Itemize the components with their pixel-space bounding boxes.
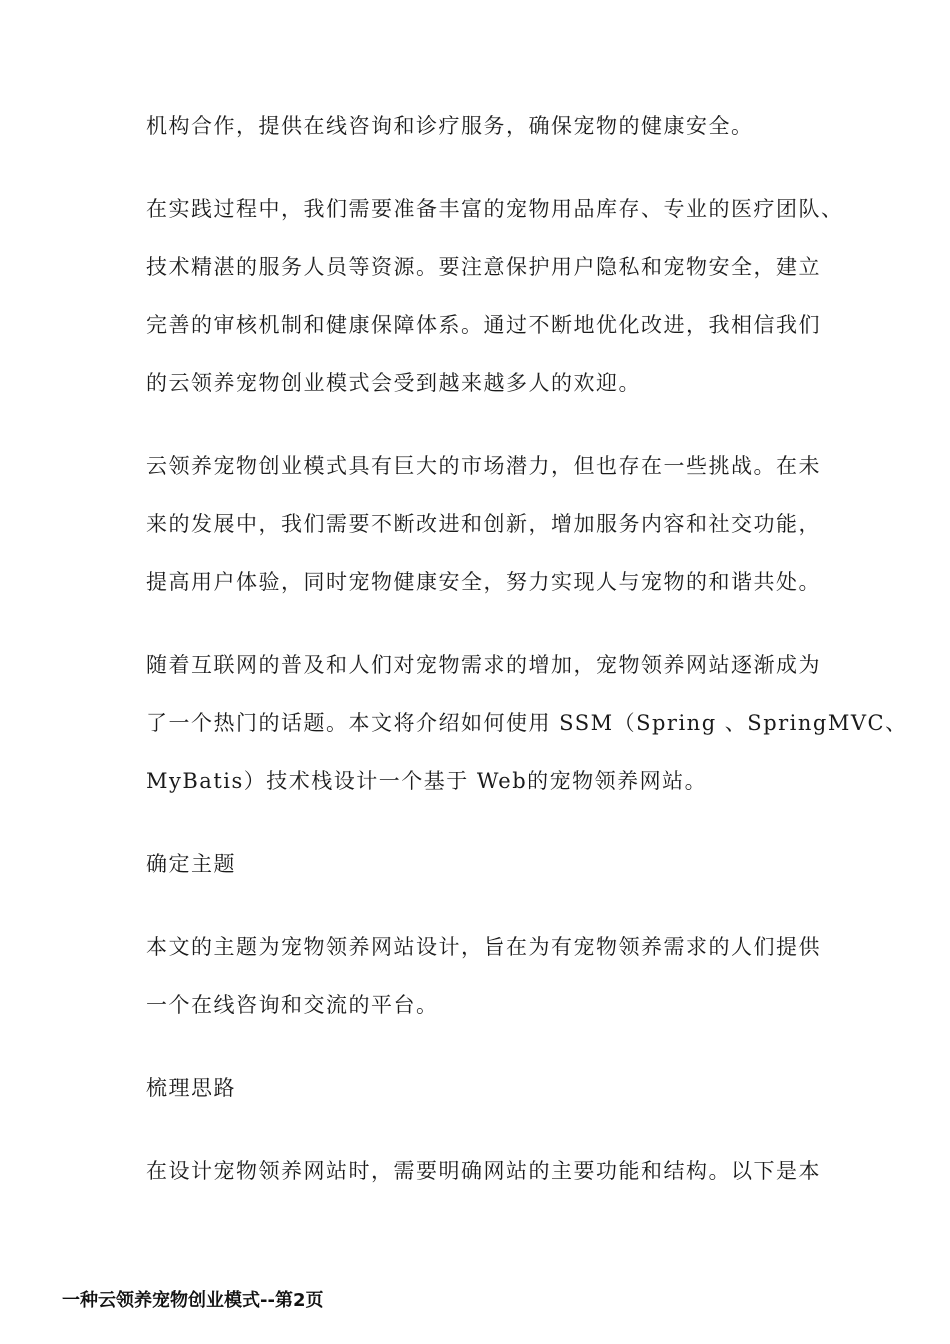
body-text-line: 本文的主题为宠物领养网站设计，旨在为有宠物领养需求的人们提供 xyxy=(146,935,821,959)
body-text-line: MyBatis）技术栈设计一个基于 Web的宠物领养网站。 xyxy=(146,769,708,793)
body-text-line: 技术精湛的服务人员等资源。要注意保护用户隐私和宠物安全，建立 xyxy=(146,255,821,279)
body-text-line: 云领养宠物创业模式具有巨大的市场潜力，但也存在一些挑战。在未 xyxy=(146,454,821,478)
section-heading: 梳理思路 xyxy=(146,1076,236,1100)
page-footer: 一种云领养宠物创业模式--第2页 xyxy=(62,1290,324,1311)
body-text-line: 随着互联网的普及和人们对宠物需求的增加，宠物领养网站逐渐成为 xyxy=(146,653,821,677)
body-text-line: 完善的审核机制和健康保障体系。通过不断地优化改进，我相信我们 xyxy=(146,313,821,337)
body-text-line: 来的发展中，我们需要不断改进和创新，增加服务内容和社交功能， xyxy=(146,512,821,536)
section-heading: 确定主题 xyxy=(146,852,236,876)
body-text-line: 提高用户体验，同时宠物健康安全，努力实现人与宠物的和谐共处。 xyxy=(146,570,821,594)
body-text-line: 在设计宠物领养网站时，需要明确网站的主要功能和结构。以下是本 xyxy=(146,1159,821,1183)
body-text-line: 在实践过程中，我们需要准备丰富的宠物用品库存、专业的医疗团队、 xyxy=(146,197,844,221)
body-text-line: 的云领养宠物创业模式会受到越来越多人的欢迎。 xyxy=(146,371,641,395)
body-text-line: 机构合作，提供在线咨询和诊疗服务，确保宠物的健康安全。 xyxy=(146,114,754,138)
body-text-line: 了一个热门的话题。本文将介绍如何使用 SSM（Spring 、SpringMVC、 xyxy=(146,711,908,735)
body-text-line: 一个在线咨询和交流的平台。 xyxy=(146,993,439,1017)
